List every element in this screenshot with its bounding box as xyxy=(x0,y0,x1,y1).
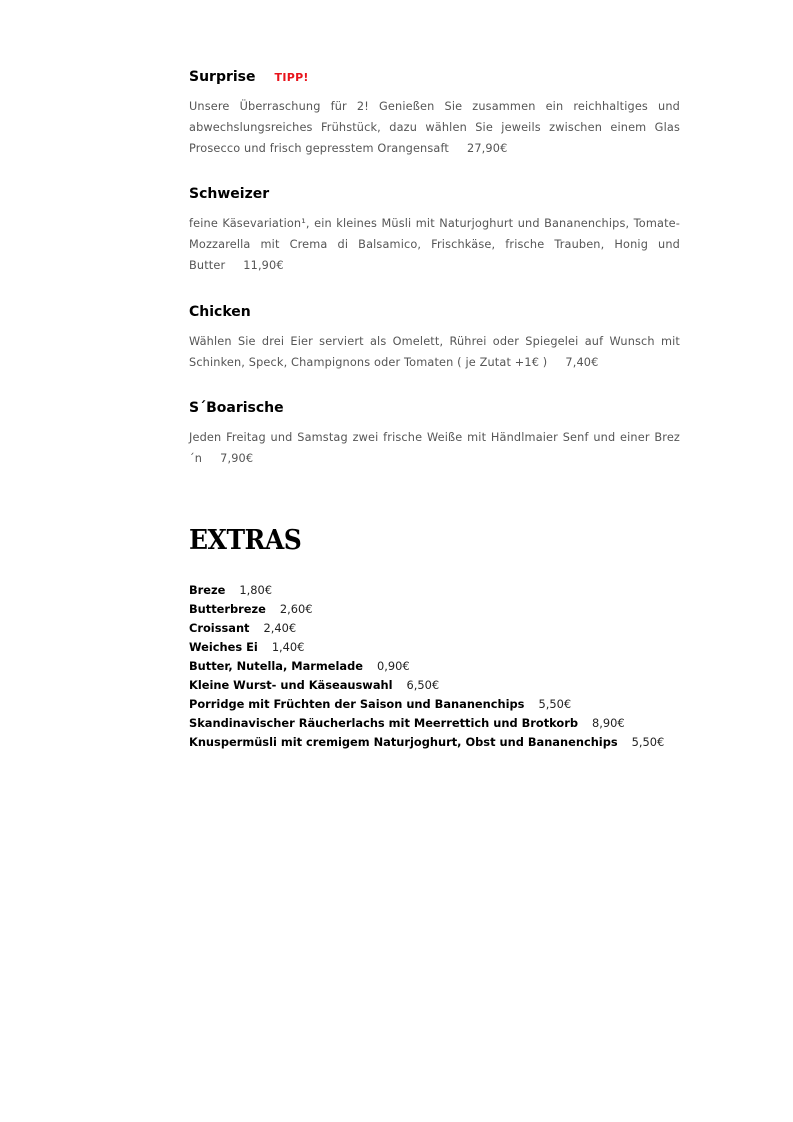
extra-name: Kleine Wurst- und Käseauswahl xyxy=(189,678,393,692)
menu-item-price: 27,90€ xyxy=(466,142,508,155)
tipp-badge: TIPP! xyxy=(274,71,309,84)
extra-name: Porridge mit Früchten der Saison und Bananenchips xyxy=(189,697,525,711)
extra-name: Knuspermüsli mit cremigem Naturjoghurt, Obst und Bananenchips xyxy=(189,735,618,749)
extras-list-item xyxy=(189,581,709,600)
extra-price: 8,90€ xyxy=(592,716,625,730)
extras-list-item xyxy=(189,638,709,657)
menu-item-description: Wählen Sie drei Eier serviert als Omelett, Rührei oder Spiegelei auf Wunsch mit Schinken, Speck, Champignons oder Tomaten ( je Zutat +1€ ) xyxy=(189,335,680,369)
extra-price: 2,40€ xyxy=(263,621,297,635)
menu-item-title: Chicken xyxy=(189,304,251,320)
menu-item-title: Schweizer xyxy=(189,186,270,202)
extras-list-item xyxy=(189,714,709,733)
extras-list-item xyxy=(189,733,709,752)
menu-item-price: 7,40€ xyxy=(565,356,599,369)
extras-list-item xyxy=(189,600,709,619)
menu-item-schweizer xyxy=(189,185,680,276)
menu-item-surprise xyxy=(189,68,680,159)
extras-list-item xyxy=(189,695,709,714)
extras-heading: EXTRAS xyxy=(189,524,302,556)
extra-price: 5,50€ xyxy=(538,697,572,711)
menu-item-description: feine Käsevariation¹, ein kleines Müsli mit Naturjoghurt und Bananenchips, Tomate-Mozzarella mit Crema di Balsamico, Frischkäse, frische Trauben, Honig und Butter xyxy=(189,217,680,272)
menu-item-title: S´Boarische xyxy=(189,400,284,416)
extra-price: 0,90€ xyxy=(376,659,410,673)
extra-name: Breze xyxy=(189,583,226,597)
extra-price: 1,40€ xyxy=(271,640,305,654)
extras-list-item xyxy=(189,657,709,676)
menu-item-chicken xyxy=(189,303,680,373)
menu-item-price: 11,90€ xyxy=(243,259,284,272)
extra-price: 1,80€ xyxy=(239,583,272,597)
menu-item-title: Surprise xyxy=(189,69,256,85)
extra-name: Butterbreze xyxy=(189,602,266,616)
extra-price: 2,60€ xyxy=(279,602,313,616)
menu-item-boarische xyxy=(189,399,680,469)
extra-price: 5,50€ xyxy=(631,735,665,749)
extra-price: 6,50€ xyxy=(406,678,440,692)
extra-name: Croissant xyxy=(189,621,250,635)
extras-list-item xyxy=(189,676,709,695)
menu-item-price: 7,90€ xyxy=(220,452,254,465)
extras-list-item xyxy=(189,619,709,638)
extras-list xyxy=(189,581,709,752)
extra-name: Butter, Nutella, Marmelade xyxy=(189,659,363,673)
menu-item-description: Jeden Freitag und Samstag zwei frische Weiße mit Händlmaier Senf und einer Brez´n xyxy=(189,431,680,465)
extra-name: Weiches Ei xyxy=(189,640,258,654)
menu-item-description: Unsere Überraschung für 2! Genießen Sie zusammen ein reichhaltiges und abwechslungsreiches Frühstück, dazu wählen Sie jeweils zwischen einem Glas Prosecco und frisch gepresstem Orangensaft xyxy=(189,100,680,155)
extra-name: Skandinavischer Räucherlachs mit Meerrettich und Brotkorb xyxy=(189,716,578,730)
